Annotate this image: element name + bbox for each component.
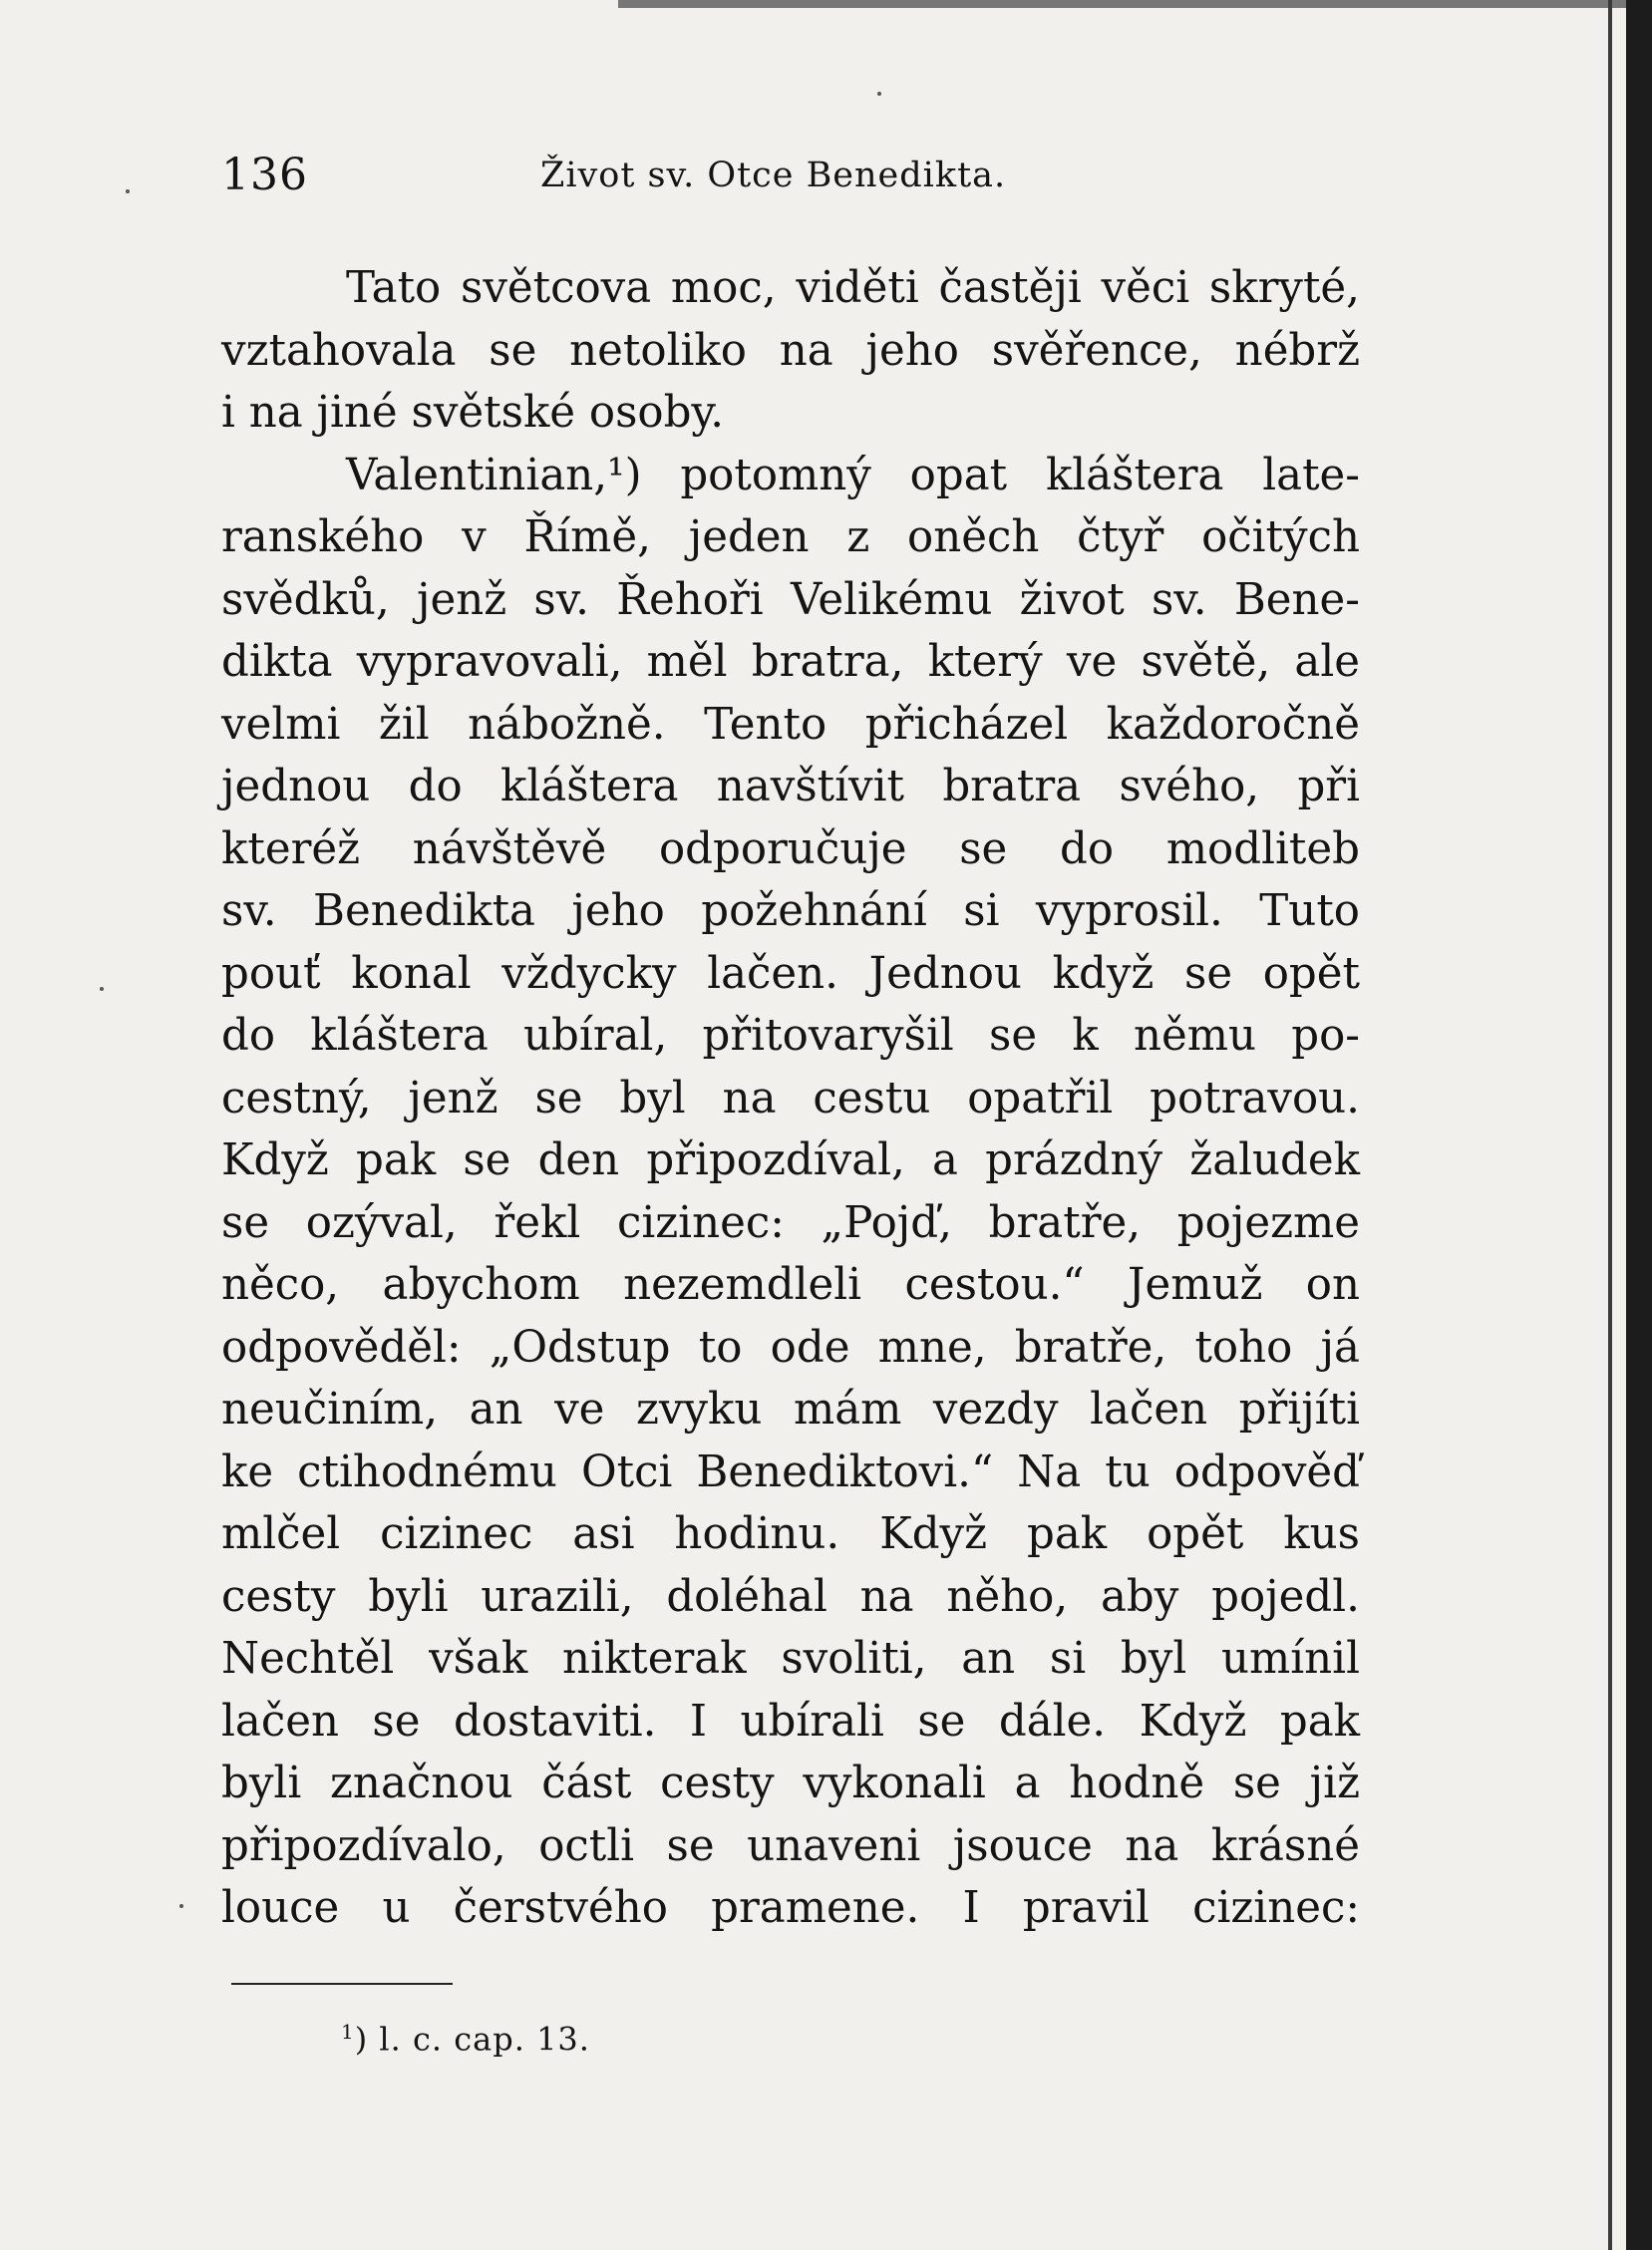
text-line: vztahovala se netoliko na jeho svěřence, nébrž: [221, 325, 1360, 376]
page-number: 136: [221, 150, 308, 200]
footnote-rule: [231, 1983, 453, 1985]
text-line: kteréž návštěvě odporučuje se do modliteb: [221, 823, 1360, 874]
footnote: [341, 2020, 590, 2059]
text-line: i na jiné světské osoby.: [221, 388, 725, 438]
scan-speck: [179, 1904, 183, 1908]
text-line: mlčel cizinec asi hodinu. Když pak opět kus: [221, 1509, 1360, 1559]
footnote-marker: 1: [341, 2020, 355, 2044]
text-line: připozdívalo, octli se unaveni jsouce na krásné: [221, 1820, 1360, 1871]
text-line: se ozýval, řekl cizinec: „Pojď, bratře, pojezme: [221, 1197, 1360, 1248]
text-line: sv. Benedikta jeho požehnání si vyprosil. Tuto: [221, 886, 1360, 936]
text-line: Když pak se den připozdíval, a prázdný žaludek: [221, 1135, 1360, 1185]
text-line: odpověděl: „Odstup to ode mne, bratře, toho já: [221, 1322, 1360, 1373]
text-line: cestný, jenž se byl na cestu opatřil potravou.: [221, 1073, 1360, 1124]
text-line: ke ctihodnému Otci Benediktovi.“ Na tu odpověď: [221, 1446, 1360, 1497]
text-line: lačen se dostaviti. I ubírali se dále. Když pak: [221, 1696, 1360, 1747]
text-line: ranského v Římě, jeden z oněch čtyř očitých: [221, 512, 1360, 562]
scan-edge-line: [1608, 0, 1612, 2250]
text-line: louce u čerstvého pramene. I pravil cizinec:: [221, 1883, 1360, 1933]
text-line: Valentinian,¹) potomný opat kláštera late-: [346, 450, 1360, 500]
text-line: neučiním, an ve zvyku mám vezdy lačen přijíti: [221, 1385, 1360, 1435]
page-header: [221, 150, 1358, 209]
scan-edge-top: [618, 0, 1652, 8]
text-line: jednou do kláštera navštívit bratra svého, při: [221, 762, 1360, 811]
text-line: Nechtěl však nikterak svoliti, an si byl umínil: [221, 1634, 1360, 1684]
text-line: do kláštera ubíral, přitovaryšil se k němu po-: [221, 1011, 1360, 1061]
text-line: velmi žil nábožně. Tento přicházel každoročně: [221, 699, 1360, 750]
footnote-text: ) l. c. cap. 13.: [354, 2020, 590, 2059]
text-line: svědků, jenž sv. Řehoři Velikému život sv. Bene-: [221, 574, 1360, 625]
text-line: dikta vypravovali, měl bratra, který ve světě, ale: [221, 637, 1360, 687]
scan-speck: [877, 92, 881, 96]
body-text: [221, 257, 1360, 1940]
scan-edge-right: [1626, 0, 1652, 2250]
scan-speck: [100, 987, 104, 991]
scan-speck: [126, 189, 130, 193]
text-line: Tato světcova moc, viděti častěji věci skryté,: [346, 263, 1360, 313]
text-line: pouť konal vždycky lačen. Jednou když se opět: [221, 948, 1360, 999]
text-line: něco, abychom nezemdleli cestou.“ Jemuž on: [221, 1260, 1360, 1310]
text-line: cesty byli urazili, doléhal na něho, aby pojedl.: [221, 1571, 1360, 1622]
text-line: byli značnou část cesty vykonali a hodně se již: [221, 1759, 1360, 1808]
running-title: Život sv. Otce Benedikta.: [540, 156, 1007, 195]
